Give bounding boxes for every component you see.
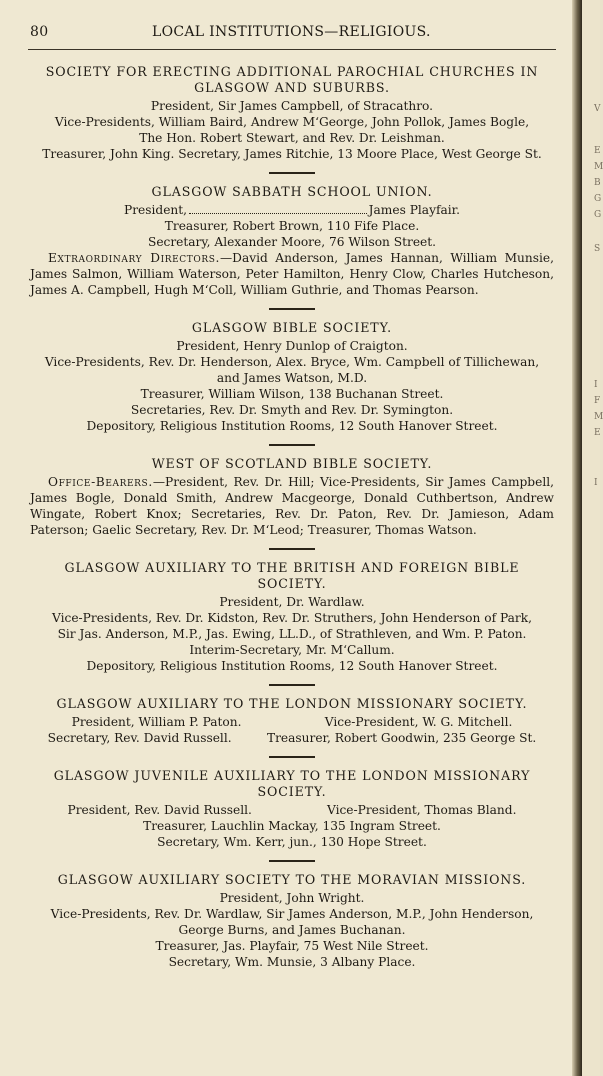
- text-line: Secretary, Wm. Munsie, 3 Albany Place.: [168, 955, 416, 969]
- section-british-foreign-bible: [30, 560, 554, 674]
- text-line: Vice-Presidents, Rev. Dr. Kidston, Rev. Dr. Struthers, John Henderson of Park,: [52, 611, 532, 625]
- officer-row: [30, 714, 554, 730]
- section-glasgow-bible-society: [30, 320, 554, 434]
- running-head: LOCAL INSTITUTIONS—RELIGIOUS.: [152, 24, 431, 40]
- page-content: [30, 64, 554, 970]
- text-line: Treasurer, John King. Secretary, James Ritchie, 13 Moore Place, West George St.: [42, 147, 542, 161]
- text-line: Treasurer, Robert Brown, 110 Fife Place.: [164, 219, 420, 233]
- facing-page-edge: [582, 0, 603, 1076]
- facing-page-fragment: E: [594, 146, 601, 156]
- text-line: Vice-Presidents, Rev. Dr. Henderson, Alex. Bryce, Wm. Campbell of Tillichewan,: [44, 355, 540, 369]
- officer-row: [30, 730, 554, 746]
- text-line: Secretaries, Rev. Dr. Smyth and Rev. Dr. Symington.: [130, 403, 454, 417]
- book-gutter: [572, 0, 582, 1076]
- text-line: Secretary, Alexander Moore, 76 Wilson Street.: [147, 235, 437, 249]
- text-line: President, Henry Dunlop of Craigton.: [176, 339, 408, 353]
- president-label: President,: [124, 203, 188, 217]
- officer-entry: Vice-President, W. G. Mitchell.: [324, 715, 513, 729]
- page-number: 80: [30, 24, 49, 40]
- officer-row: [30, 802, 554, 818]
- facing-page-fragment: F: [594, 396, 601, 406]
- section-divider: [269, 172, 315, 174]
- president-leader-line: [30, 202, 554, 218]
- officer-entry: Vice-President, Thomas Bland.: [326, 803, 517, 817]
- facing-page-fragment: I: [594, 478, 598, 488]
- office-bearers-paragraph: [30, 474, 554, 538]
- text-line: George Burns, and James Buchanan.: [178, 923, 406, 937]
- section-title: GLASGOW BIBLE SOCIETY.: [191, 320, 393, 335]
- text-line: President, John Wright.: [219, 891, 365, 905]
- page-header: [30, 24, 554, 44]
- section-title: WEST OF SCOTLAND BIBLE SOCIETY.: [151, 456, 433, 471]
- facing-page-fragment: G: [594, 210, 602, 220]
- text-line: Depository, Religious Institution Rooms, 12 South Hanover Street.: [86, 419, 498, 433]
- section-london-missionary: [30, 696, 554, 746]
- dot-leader: [189, 202, 367, 214]
- facing-page-fragment: M: [594, 412, 603, 422]
- text-line: Secretary, Wm. Kerr, jun., 130 Hope Street.: [157, 835, 427, 849]
- section-moravian-missions: [30, 872, 554, 970]
- text-line: President, Dr. Wardlaw.: [219, 595, 365, 609]
- section-title: GLASGOW AUXILIARY SOCIETY TO THE MORAVIAN MISSIONS.: [57, 872, 527, 887]
- section-divider: [269, 308, 315, 310]
- text-line: Treasurer, Lauchlin Mackay, 135 Ingram Street.: [143, 819, 441, 833]
- facing-page-fragment: M: [594, 162, 603, 172]
- directors-paragraph: [30, 250, 554, 298]
- section-divider: [269, 684, 315, 686]
- section-title: GLASGOW AUXILIARY TO THE LONDON MISSIONARY SOCIETY.: [56, 696, 528, 711]
- officer-entry: President, William P. Paton.: [71, 715, 242, 729]
- officer-entry: Secretary, Rev. David Russell.: [47, 731, 232, 745]
- officer-entry: President, Rev. David Russell.: [67, 803, 252, 817]
- text-line: Sir Jas. Anderson, M.P., Jas. Ewing, LL.D., of Strathleven, and Wm. P. Paton.: [57, 627, 527, 641]
- facing-page-fragment: I: [594, 380, 598, 390]
- section-divider: [269, 756, 315, 758]
- office-bearers-text: —President, Rev. Dr. Hill; Vice-Presidents, Sir James Campbell, James Bogle, Donald Smith, Andrew Macgeorge, Donald Cuthbertson, Andrew Wingate, Robert Knox; Secretaries, Rev. Dr. Paton, Rev. Dr. Jamieson, Adam Paterson; Gaelic Secretary, Rev. Dr. M‘Leod; Treasurer, Thomas Watson.: [30, 475, 554, 537]
- text-line: Treasurer, William Wilson, 138 Buchanan Street.: [140, 387, 444, 401]
- text-line: and James Watson, M.D.: [216, 371, 368, 385]
- president-name: James Playfair.: [368, 203, 460, 217]
- text-line: Interim-Secretary, Mr. M‘Callum.: [189, 643, 395, 657]
- officer-entry: Treasurer, Robert Goodwin, 235 George St.: [266, 731, 537, 745]
- section-title: SOCIETY FOR ERECTING ADDITIONAL PAROCHIAL CHURCHES IN GLASGOW AND SUBURBS.: [45, 64, 539, 95]
- text-line: Depository, Religious Institution Rooms, 12 South Hanover Street.: [86, 659, 498, 673]
- section-divider: [269, 548, 315, 550]
- section-title: GLASGOW JUVENILE AUXILIARY TO THE LONDON MISSIONARY SOCIETY.: [53, 768, 531, 799]
- text-line: Vice-Presidents, William Baird, Andrew M‘George, John Pollok, James Bogle,: [54, 115, 530, 129]
- text-line: Treasurer, Jas. Playfair, 75 West Nile Street.: [155, 939, 429, 953]
- section-divider: [269, 444, 315, 446]
- section-west-scotland-bible-society: [30, 456, 554, 538]
- office-bearers-label: Office-Bearers.: [48, 475, 153, 489]
- facing-page-fragment: E: [594, 428, 601, 438]
- facing-page-fragment: B: [594, 178, 601, 188]
- section-juvenile-auxiliary: [30, 768, 554, 850]
- section-title: GLASGOW SABBATH SCHOOL UNION.: [151, 184, 433, 199]
- header-rule: [28, 49, 556, 50]
- facing-page-fragment: G: [594, 194, 602, 204]
- section-sabbath-school-union: [30, 184, 554, 298]
- directors-label: Extraordinary Directors.: [48, 251, 220, 265]
- text-line: The Hon. Robert Stewart, and Rev. Dr. Leishman.: [139, 131, 445, 145]
- text-line: President, Sir James Campbell, of Stracathro.: [150, 99, 434, 113]
- section-title: GLASGOW AUXILIARY TO THE BRITISH AND FOREIGN BIBLE SOCIETY.: [64, 560, 520, 591]
- section-parochial-churches: [30, 64, 554, 162]
- facing-page-fragment: V: [594, 104, 601, 114]
- section-divider: [269, 860, 315, 862]
- text-line: Vice-Presidents, Rev. Dr. Wardlaw, Sir James Anderson, M.P., John Henderson,: [50, 907, 534, 921]
- directors-text: —David Anderson, James Hannan, William Munsie, James Salmon, William Waterson, Peter Hamilton, Henry Clow, Charles Hutcheson, James A. Campbell, Hugh M‘Coll, William Guthrie, and Thomas Pearson.: [30, 251, 554, 297]
- facing-page-fragment: S: [594, 244, 601, 254]
